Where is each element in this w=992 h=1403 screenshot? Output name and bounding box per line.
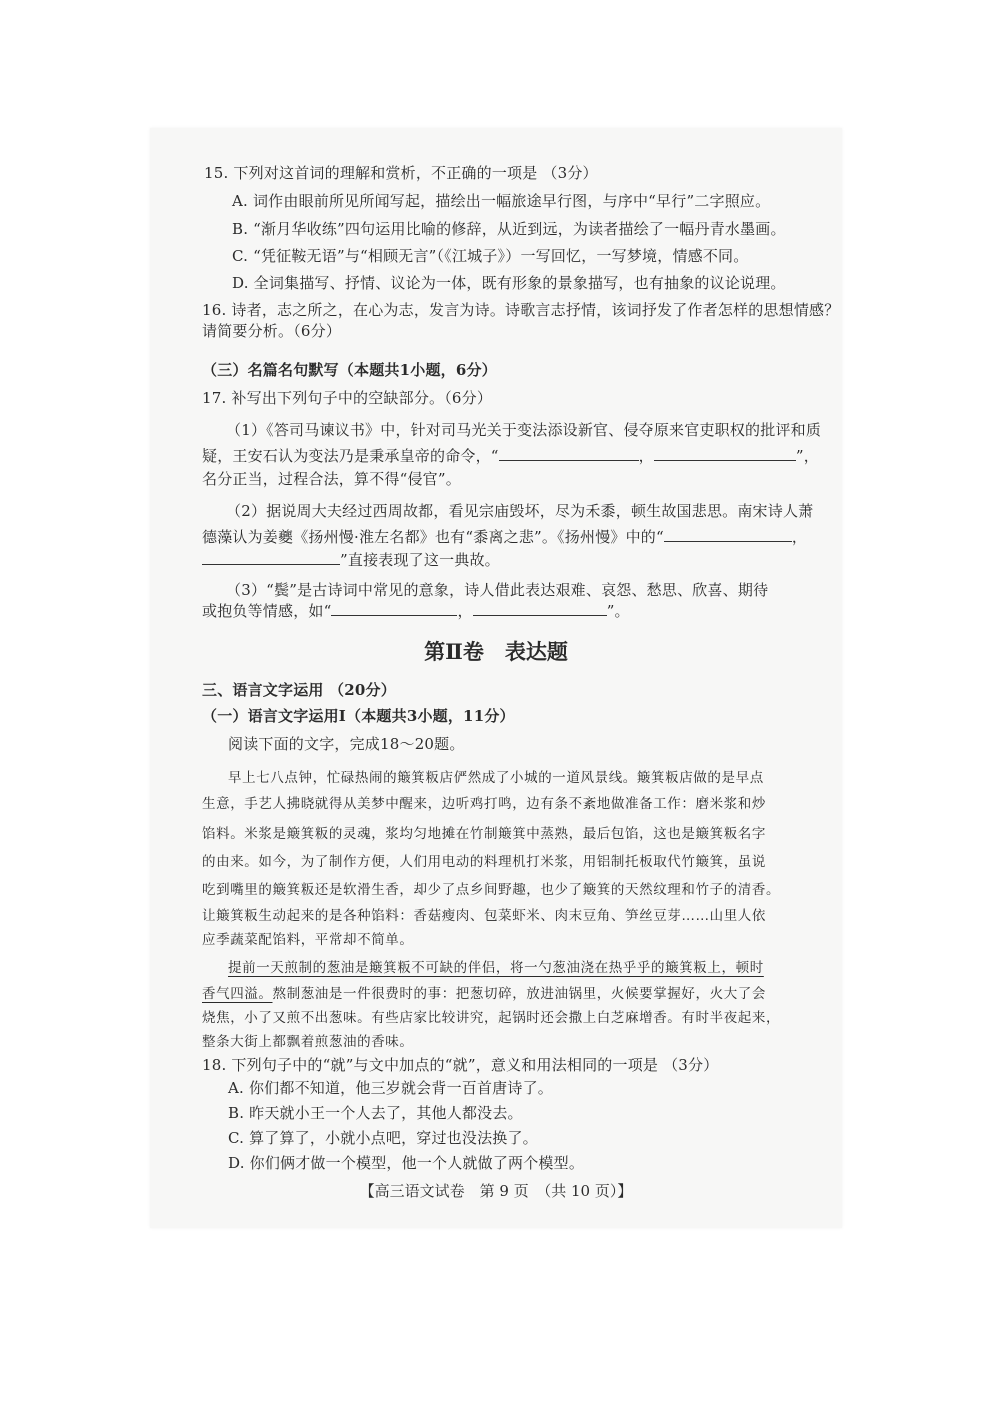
- passage-line: 馅料。米浆是簸箕粄的灵魂，浆均匀地摊在竹制簸箕中蒸熟，最后包馅，这也是簸箕粄名字: [202, 826, 766, 842]
- passage-line: 早上七八点钟，忙碌热闹的簸箕粄店俨然成了小城的一道风景线。簸箕粄店做的是早点: [228, 770, 764, 786]
- underlined-sentence: 提前一天煎制的葱油是簸箕粄不可缺的伴侣，将一勺葱油浇在热乎乎的簸箕粄上，顿时: [228, 960, 764, 976]
- reading-instruction: 阅读下面的文字，完成18～20题。: [228, 735, 465, 753]
- q17-stem: 17. 补写出下列句子中的空缺部分。（6分）: [202, 389, 493, 407]
- q15-option-a: A. 词作由眼前所见所闻写起，描绘出一幅旅途早行图，与序中“早行”二字照应。: [232, 192, 771, 210]
- q15-option-c: C. “凭征鞍无语”与“相顾无言”（《江城子》）一写回忆，一写梦境，情感不同。: [232, 247, 749, 265]
- q16-stem-line2: 请简要分析。（6分）: [202, 322, 342, 340]
- passage-line: 应季蔬菜配馅料，平常却不简单。: [202, 932, 414, 948]
- q17-part1-line2: [202, 446, 819, 466]
- q17-part2-text: 德藻认为姜夔《扬州慢·淮左名都》也有“黍离之悲”。《扬州慢》中的“: [202, 528, 664, 546]
- q17-part2-line2: [202, 527, 807, 547]
- answer-blank[interactable]: [331, 601, 457, 616]
- passage-line: 整条大街上都飘着煎葱油的香味。: [202, 1034, 414, 1050]
- close-quote: ”，: [795, 447, 819, 465]
- q17-part1-line1: （1）《答司马谏议书》中，针对司马光关于变法添设新官、侵夺原来官吏职权的批评和质: [226, 421, 822, 439]
- q18-option-c: C. 算了算了，小就小点吧，穿过也没法换了。: [228, 1129, 538, 1147]
- q15-stem: 15. 下列对这首词的理解和赏析，不正确的一项是 （3分）: [204, 164, 598, 182]
- q15-option-d: D. 全词集描写、抒情、议论为一体，既有形象的景象描写，也有抽象的议论说理。: [232, 274, 786, 292]
- passage-line: 的由来。如今，为了制作方便，人们用电动的料理机打米浆，用铝制托板取代竹簸箕，虽说: [202, 854, 766, 870]
- comma: ，: [791, 528, 808, 546]
- section-3-heading: （三）名篇名句默写（本题共1小题，6分）: [202, 361, 497, 379]
- comma: ，: [638, 447, 654, 465]
- q17-part3-text: 或抱负等情感，如“: [202, 602, 332, 620]
- q18-stem: 18. 下列句子中的“就”与文中加点的“就”，意义和用法相同的一项是 （3分）: [202, 1056, 719, 1074]
- answer-blank[interactable]: [202, 550, 340, 565]
- page-footer: 【高三语文试卷 第 9 页 （共 10 页）】: [359, 1182, 633, 1200]
- part-2-title: 第Ⅱ卷 表达题: [424, 639, 568, 664]
- close-quote: ”。: [606, 602, 630, 620]
- underlined-sentence-end: 香气四溢。: [202, 986, 273, 1002]
- q17-part2-tail: ”直接表现了这一典故。: [340, 551, 500, 569]
- answer-blank[interactable]: [664, 527, 792, 542]
- comma: ，: [457, 602, 473, 620]
- passage-line: 让簸箕粄生动起来的是各种馅料：香菇瘦肉、包菜虾米、肉末豆角、笋丝豆芽……山里人依: [202, 908, 766, 924]
- q16-stem-line1: 16. 诗者，志之所之，在心为志，发言为诗。诗歌言志抒情，该词抒发了作者怎样的思想情感？: [202, 301, 840, 319]
- q18-option-b: B. 昨天就小王一个人去了，其他人都没去。: [228, 1104, 523, 1122]
- passage-line: [202, 984, 766, 1004]
- language-section-heading: 三、语言文字运用 （20分）: [202, 681, 396, 699]
- q17-part1-text: 疑，王安石认为变法乃是秉承皇帝的命令，“: [202, 447, 499, 465]
- passage-text: 熬制葱油是一件很费时的事：把葱切碎，放进油锅里，火候要掌握好，火大了会: [272, 986, 766, 1002]
- answer-blank[interactable]: [499, 446, 639, 461]
- answer-blank[interactable]: [654, 446, 796, 461]
- passage-line: 吃到嘴里的簸箕粄还是软滑生香，却少了点乡间野趣，也少了簸箕的天然纹理和竹子的清香。: [202, 882, 781, 898]
- q17-part2-line3: [202, 550, 500, 570]
- q15-option-b: B. “渐月华收练”四句运用比喻的修辞，从近到远，为读者描绘了一幅丹青水墨画。: [232, 220, 786, 238]
- passage-line: 烧焦，小了又煎不出葱味。有些店家比较讲究，起锅时还会撒上白芝麻增香。有时半夜起来，: [202, 1010, 781, 1026]
- subsection-1-heading: （一）语言文字运用Ⅰ（本题共3小题，11分）: [202, 707, 515, 725]
- passage-line: 生意，手艺人拂晓就得从美梦中醒来，边听鸡打鸣，边有条不紊地做准备工作：磨米浆和炒: [202, 796, 766, 812]
- q17-part2-line1: （2）据说周大夫经过西周故都，看见宗庙毁坏，尽为禾黍，顿生故国悲思。南宋诗人萧: [226, 502, 814, 520]
- q18-option-d: D. 你们俩才做一个模型，他一个人就做了两个模型。: [228, 1154, 585, 1172]
- q18-option-a: A. 你们都不知道，他三岁就会背一百首唐诗了。: [228, 1079, 553, 1097]
- q17-part3-line2: [202, 601, 630, 621]
- answer-blank[interactable]: [473, 601, 607, 616]
- q17-part1-line3: 名分正当，过程合法，算不得“侵官”。: [202, 470, 461, 488]
- passage-underlined-line: [228, 958, 764, 978]
- q17-part3-line1: （3）“鬓”是古诗词中常见的意象，诗人借此表达艰难、哀怨、愁思、欣喜、期待: [226, 581, 769, 599]
